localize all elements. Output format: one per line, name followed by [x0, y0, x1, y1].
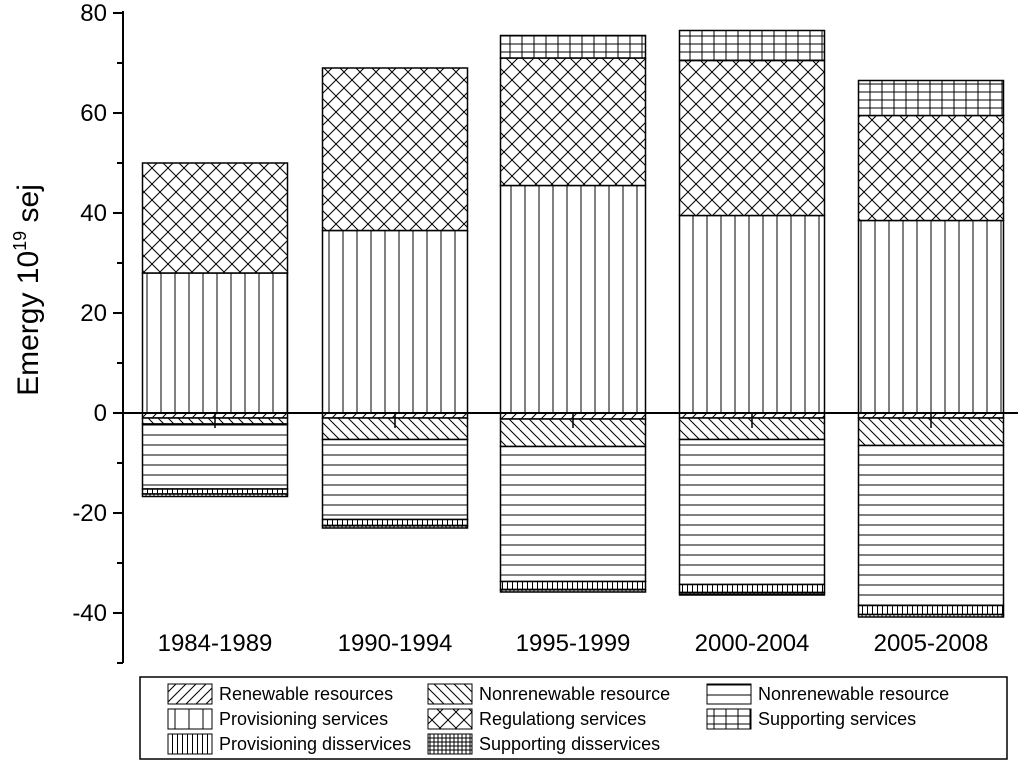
bar-segment: [680, 585, 825, 593]
legend-label: Provisioning services: [219, 709, 389, 729]
legend-label: Renewable resources: [219, 684, 394, 704]
bar-segment: [680, 593, 825, 596]
bar-segment: [323, 526, 468, 529]
legend-swatch: [168, 709, 212, 729]
bar-segment: [501, 36, 646, 59]
legend-swatch: [168, 684, 212, 704]
x-category-label: 2000-2004: [694, 630, 810, 657]
bar-segment: [859, 221, 1004, 414]
bar-segment: [680, 61, 825, 216]
legend-swatch: [428, 734, 472, 754]
y-tick-label: 80: [80, 0, 107, 27]
legend-label: Supporting services: [758, 709, 917, 729]
x-category-label: 1990-1994: [337, 630, 453, 657]
legend-swatch: [707, 684, 751, 704]
legend-label: Regulationg services: [479, 709, 647, 729]
bar-segment: [143, 273, 288, 413]
legend-swatch: [168, 734, 212, 754]
x-category-label: 1984-1989: [157, 630, 273, 657]
y-axis-title: [10, 184, 45, 396]
legend-label: Provisioning disservices: [219, 734, 412, 754]
bar-segment: [680, 31, 825, 61]
bar-segment: [680, 440, 825, 585]
y-tick-label: 20: [80, 300, 107, 327]
bar-segment: [501, 582, 646, 590]
bar-segment: [323, 520, 468, 526]
legend-label: Nonrenewable resource: [758, 684, 950, 704]
bar-segment: [323, 440, 468, 520]
bars-layer: [143, 31, 1004, 618]
legend-label: Nonrenewable resource: [479, 684, 671, 704]
bar-segment: [143, 494, 288, 497]
bar-segment: [143, 424, 288, 489]
legend-swatch: [707, 709, 751, 729]
x-category-label: 1995-1999: [515, 630, 631, 657]
y-tick-label: 40: [80, 200, 107, 227]
bar-segment: [501, 590, 646, 593]
bar-segment: [859, 606, 1004, 615]
bar-segment: [859, 615, 1004, 618]
legend-swatch: [428, 684, 472, 704]
bar-segment: [680, 216, 825, 414]
y-axis-title-superscript: 19: [10, 230, 30, 251]
bar-segment: [859, 81, 1004, 116]
bar-segment: [323, 68, 468, 231]
bar-segment: [323, 231, 468, 414]
y-axis-title-main: Emergy 10: [12, 250, 45, 396]
bar-segment: [143, 163, 288, 273]
y-tick-label: 60: [80, 100, 107, 127]
bar-segment: [501, 58, 646, 186]
y-axis-title-unit: sej: [12, 184, 45, 231]
x-category-label: 2005-2008: [873, 630, 989, 657]
y-tick-label: 0: [93, 400, 107, 427]
y-tick-label: -20: [72, 500, 107, 527]
bar-segment: [501, 447, 646, 582]
legend: [140, 677, 1007, 759]
legend-swatch: [428, 709, 472, 729]
legend-label: Supporting disservices: [479, 734, 661, 754]
bar-segment: [501, 186, 646, 414]
y-tick-label: -40: [72, 600, 107, 627]
bar-segment: [859, 116, 1004, 221]
bar-segment: [859, 446, 1004, 606]
